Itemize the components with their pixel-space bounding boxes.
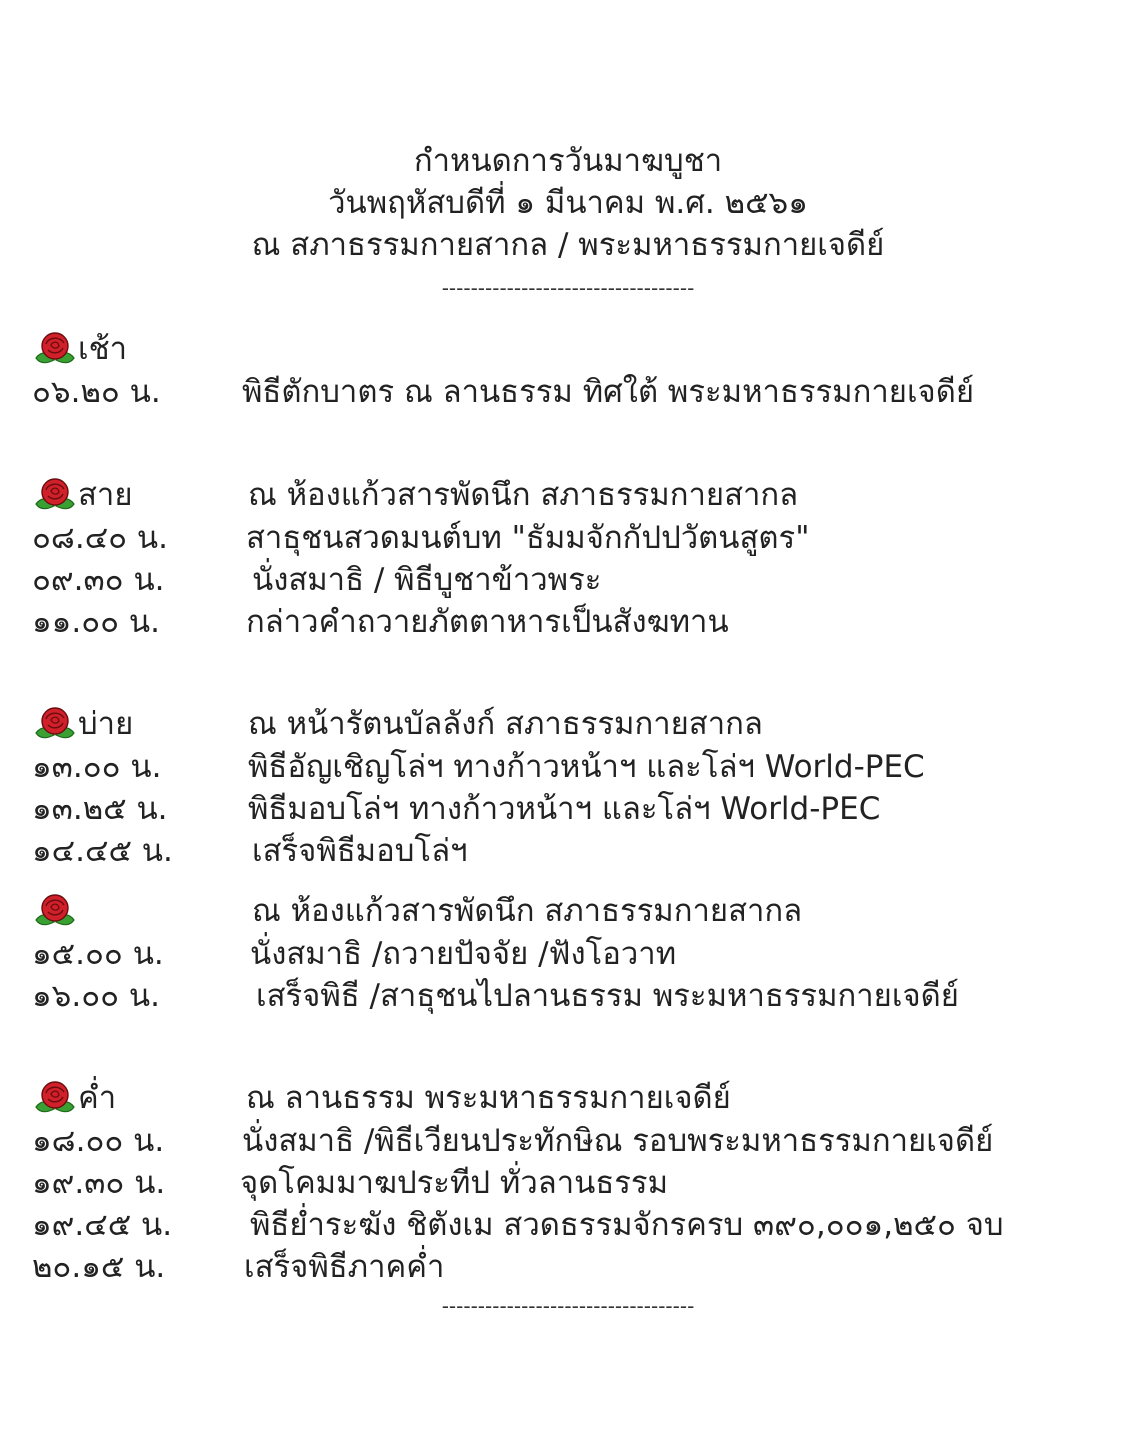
rose-icon	[32, 328, 78, 370]
schedule-activity: พิธีย่ำระฆัง ชิตังเม สวดธรรมจักรครบ ๓๙๐,๐๐๑,๒๕๐ จบ	[250, 1207, 1004, 1243]
schedule-activity: สาธุชนสวดมนต์บท "ธัมมจักกัปปวัตนสูตร"	[246, 520, 810, 556]
section-label-group	[32, 328, 127, 370]
schedule-time: ๑๙.๓๐ น.	[32, 1165, 166, 1201]
schedule-time: ๒๐.๑๕ น.	[32, 1249, 166, 1285]
section-location: ณ ลานธรรม พระมหาธรรมกายเจดีย์	[246, 1080, 731, 1116]
section-location: ณ ห้องแก้วสารพัดนึก สภาธรรมกายสากล	[248, 477, 799, 513]
event-venue: ณ สภาธรรมกายสากล / พระมหาธรรมกายเจดีย์	[251, 227, 885, 263]
schedule-time: ๐๘.๔๐ น.	[32, 520, 168, 556]
section-label-group	[32, 890, 78, 932]
schedule-activity: พิธีมอบโล่ฯ ทางก้าวหน้าฯ และโล่ฯ World-PEC	[248, 791, 881, 827]
schedule-time: ๑๕.๐๐ น.	[32, 936, 164, 972]
schedule-header	[0, 140, 1136, 266]
section-label-group	[32, 703, 133, 745]
schedule-activity: พิธีอัญเชิญโล่ฯ ทางก้าวหน้าฯ และโล่ฯ World-PEC	[248, 749, 925, 785]
section-label-group	[32, 1077, 116, 1119]
section-label: ค่ำ	[78, 1080, 117, 1116]
section-location: ณ ห้องแก้วสารพัดนึก สภาธรรมกายสากล	[252, 893, 803, 929]
schedule-time: ๑๓.๐๐ น.	[32, 749, 162, 785]
section-label: เช้า	[78, 331, 128, 367]
schedule-activity: เสร็จพิธีภาคค่ำ	[244, 1249, 445, 1285]
schedule-activity: เสร็จพิธี /สาธุชนไปลานธรรม พระมหาธรรมกายเจดีย์	[256, 978, 959, 1014]
event-date: วันพฤหัสบดีที่ ๑ มีนาคม พ.ศ. ๒๕๖๑	[328, 185, 808, 221]
schedule-activity: นั่งสมาธิ / พิธีบูชาข้าวพระ	[252, 562, 602, 598]
rose-icon	[32, 890, 78, 932]
schedule-time: ๐๖.๒๐ น.	[32, 374, 161, 410]
section-label: สาย	[78, 477, 133, 513]
section-location: ณ หน้ารัตนบัลลังก์ สภาธรรมกายสากล	[248, 706, 763, 742]
rose-icon	[32, 474, 78, 516]
section-label-group	[32, 474, 133, 516]
schedule-time: ๑๑.๐๐ น.	[32, 604, 160, 640]
schedule-activity: กล่าวคำถวายภัตตาหารเป็นสังฆทาน	[246, 604, 729, 640]
schedule-activity: นั่งสมาธิ /พิธีเวียนประทักษิณ รอบพระมหาธรรมกายเจดีย์	[242, 1123, 994, 1159]
schedule-time: ๑๓.๒๕ น.	[32, 791, 168, 827]
schedule-time: ๑๙.๔๕ น.	[32, 1207, 173, 1243]
rose-icon	[32, 703, 78, 745]
page-title: กำหนดการวันมาฆบูชา	[413, 143, 723, 179]
schedule-activity: พิธีตักบาตร ณ ลานธรรม ทิศใต้ พระมหาธรรมกายเจดีย์	[242, 374, 974, 410]
schedule-activity: เสร็จพิธีมอบโล่ฯ	[252, 833, 468, 869]
schedule-activity: จุดโคมมาฆประทีป ทั่วลานธรรม	[240, 1165, 669, 1201]
header-divider: -----------------------------------	[441, 276, 695, 300]
section-label: บ่าย	[78, 706, 134, 742]
footer-divider: -----------------------------------	[441, 1294, 695, 1318]
schedule-time: ๑๘.๐๐ น.	[32, 1123, 165, 1159]
schedule-time: ๑๖.๐๐ น.	[32, 978, 160, 1014]
schedule-time: ๐๙.๓๐ น.	[32, 562, 165, 598]
rose-icon	[32, 1077, 78, 1119]
schedule-activity: นั่งสมาธิ /ถวายปัจจัย /ฟังโอวาท	[250, 936, 677, 972]
schedule-time: ๑๔.๔๕ น.	[32, 833, 173, 869]
